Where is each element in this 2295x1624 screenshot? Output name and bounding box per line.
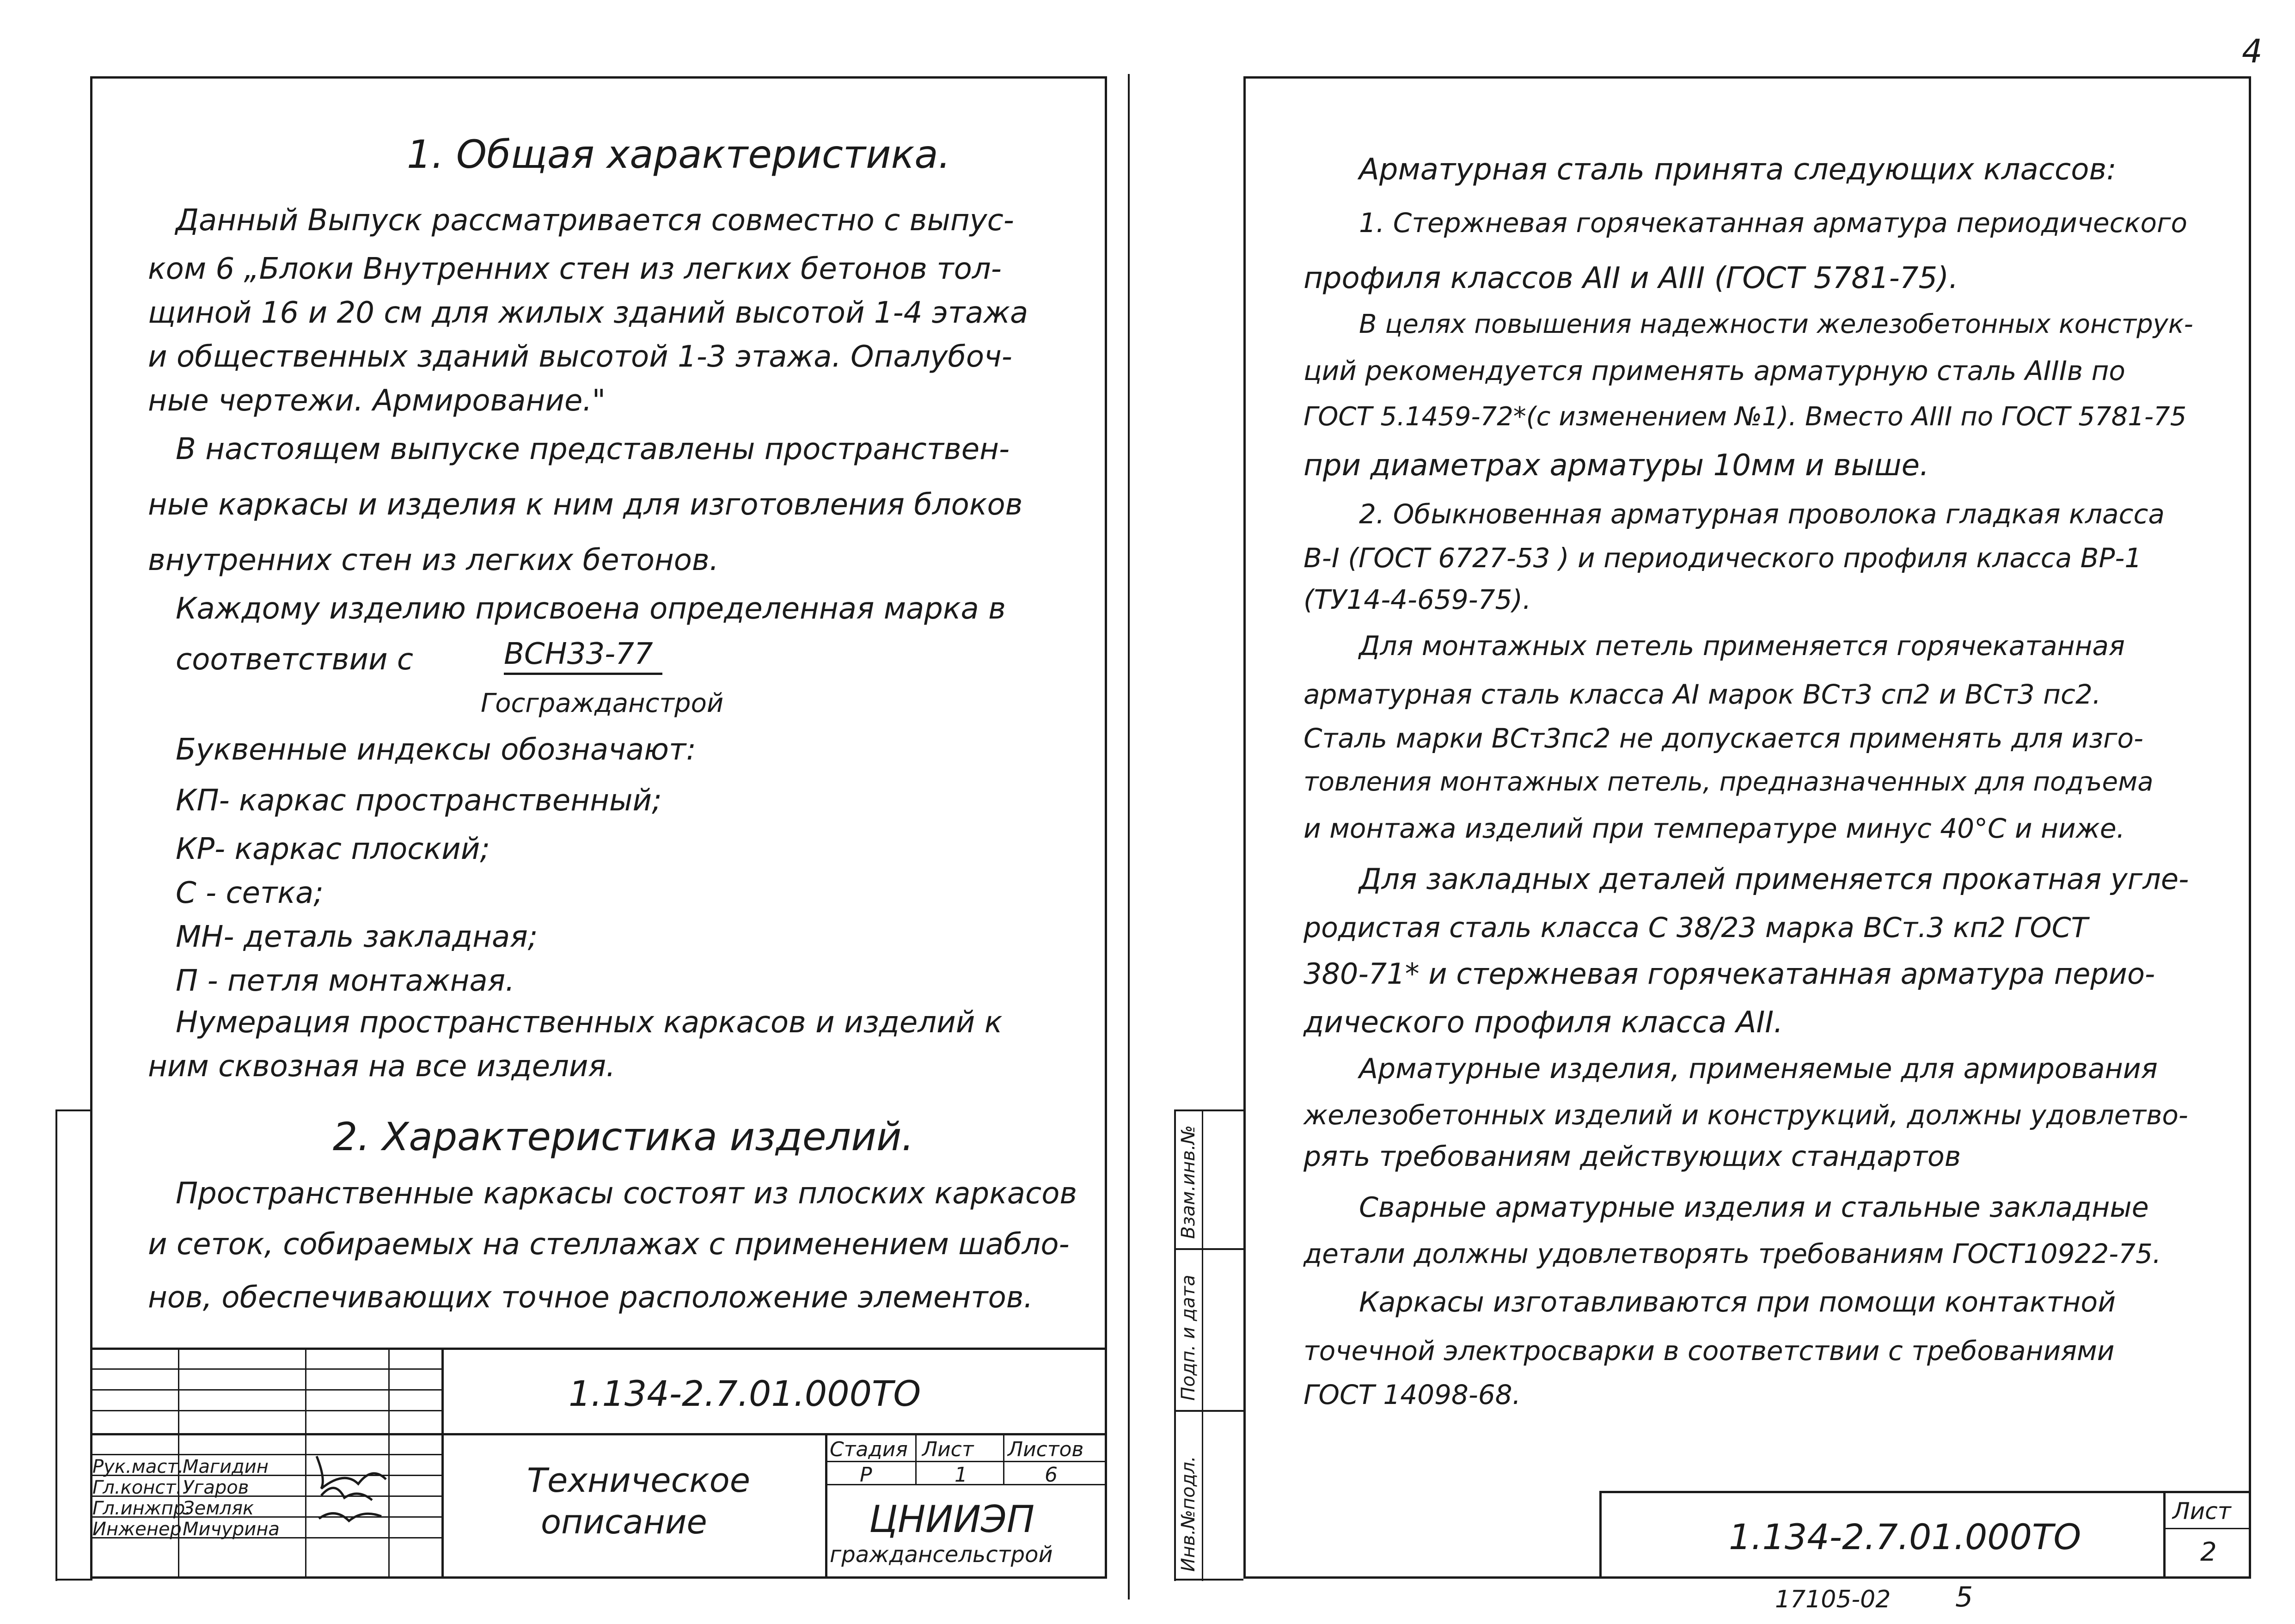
side-label-original-no: Инв.№подл. xyxy=(1178,1456,1199,1572)
left-p3-ref: ВСН33-77 xyxy=(504,636,662,675)
right-line-9: В-I (ГОСТ 6727-53 ) и периодического профиля класса ВР-1 xyxy=(1304,542,2142,574)
left-p3-l1: Каждому изделию присвоена определенная марка в xyxy=(176,592,1006,626)
right-line-21: железобетонных изделий и конструкций, должны удовлетво- xyxy=(1304,1099,2188,1131)
right-sheet-label: Лист xyxy=(2173,1498,2231,1525)
col-sheets: Листов xyxy=(1008,1438,1084,1461)
right-line-16: Для закладных деталей применяется прокатная угле- xyxy=(1359,862,2189,896)
center-divider xyxy=(1128,74,1130,1599)
sheets-value: 6 xyxy=(1045,1463,1058,1487)
heading-general: 1. Общая характеристика. xyxy=(407,132,951,177)
left-p4-l7: Нумерация пространственных каркасов и изделий к xyxy=(176,1005,1003,1040)
left-margin-tick-2 xyxy=(55,1109,57,1581)
left-p4-l4: С - сетка; xyxy=(176,876,324,910)
right-line-14: товления монтажных петель, предназначенных для подъема xyxy=(1304,767,2154,797)
left-p4-l8: ним сквозная на все изделия. xyxy=(148,1049,616,1084)
right-sheet-value: 2 xyxy=(2200,1537,2217,1567)
left-p5-l3: нов, обеспечивающих точное расположение элементов. xyxy=(148,1281,1033,1315)
left-p2-l1: В настоящем выпуске представлены пространствен- xyxy=(176,432,1010,466)
left-p2-l3: внутренних стен из легких бетонов. xyxy=(148,543,719,577)
left-p1-l4: и общественных зданий высотой 1-3 этажа. Опалубоч- xyxy=(148,340,1012,374)
left-p4-l5: МН- деталь закладная; xyxy=(176,920,538,954)
right-line-17: родистая сталь класса С 38/23 марка ВСт.3 кп2 ГОСТ xyxy=(1304,912,2088,944)
signer-name-1: Магидин xyxy=(183,1456,269,1477)
signer-role-2: Гл.конст. xyxy=(92,1477,182,1498)
org-name: ЦНИИЭП xyxy=(869,1498,1034,1541)
left-margin-tick-1 xyxy=(55,1109,92,1111)
left-p5-l2: и сеток, собираемых на стеллажах с применением шабло- xyxy=(148,1227,1070,1262)
col-stage: Стадия xyxy=(830,1438,908,1461)
right-line-20: Арматурные изделия, применяемые для армирования xyxy=(1359,1053,2158,1085)
right-line-1: Арматурная сталь принята следующих классов: xyxy=(1359,153,2117,187)
right-line-8: 2. Обыкновенная арматурная проволока гладкая класса xyxy=(1359,498,2165,530)
left-p2-l2: ные каркасы и изделия к ним для изготовления блоков xyxy=(148,488,1023,522)
left-p4-l6: П - петля монтажная. xyxy=(176,964,515,998)
org-sub: граждансельстрой xyxy=(830,1542,1053,1568)
left-p1-l2: ком 6 „Блоки Внутренних стен из легких бетонов тол- xyxy=(148,252,1002,286)
right-line-18: 380-71* и стержневая горячекатанная арматура перио- xyxy=(1304,957,2155,991)
left-margin-tick-3 xyxy=(55,1579,92,1581)
left-p1-l3: щиной 16 и 20 см для жилых зданий высотой 1-4 этажа xyxy=(148,296,1028,330)
sheet-value: 1 xyxy=(955,1463,967,1487)
left-p3-l2: соответствии с xyxy=(176,643,414,677)
left-p1-l1: Данный Выпуск рассматривается совместно с выпус- xyxy=(176,203,1014,238)
side-label-sign-date: Подп. и дата xyxy=(1178,1275,1199,1401)
right-line-4: В целях повышения надежности железобетонных конструк- xyxy=(1359,309,2193,339)
left-doc-title-1: Техническое xyxy=(527,1461,751,1500)
signer-role-4: Инженер xyxy=(92,1519,182,1540)
stage-value: Р xyxy=(860,1463,872,1487)
right-line-10: (ТУ14-4-659-75). xyxy=(1304,584,1531,615)
footer-archive-code: 17105-02 xyxy=(1775,1586,1891,1613)
left-doc-title-2: описание xyxy=(541,1502,707,1541)
right-doc-code: 1.134-2.7.01.000ТО xyxy=(1729,1516,2081,1557)
left-p4-l2: КП- каркас пространственный; xyxy=(176,784,662,818)
col-sheet: Лист xyxy=(922,1438,974,1461)
signer-name-2: Угаров xyxy=(183,1477,249,1498)
footer-number: 5 xyxy=(1955,1581,1973,1613)
right-line-25: Каркасы изготавливаются при помощи контактной xyxy=(1359,1286,2116,1318)
left-doc-code: 1.134-2.7.01.000ТО xyxy=(569,1373,921,1414)
right-line-22: рять требованиям действующих стандартов xyxy=(1304,1140,1961,1173)
page-number: 4 xyxy=(2242,32,2263,70)
right-line-27: ГОСТ 14098-68. xyxy=(1304,1379,1521,1410)
signer-role-3: Гл.инжпр. xyxy=(92,1498,191,1519)
right-line-19: дического профиля класса АII. xyxy=(1304,1005,1783,1040)
right-line-23: Сварные арматурные изделия и стальные закладные xyxy=(1359,1191,2149,1224)
left-p3-ref-sub: Госгражданстрой xyxy=(481,688,724,718)
left-p5-l1: Пространственные каркасы состоят из плоских каркасов xyxy=(176,1177,1077,1211)
right-line-24: детали должны удовлетворять требованиям ГОСТ10922-75. xyxy=(1304,1238,2161,1269)
left-p4-l1: Буквенные индексы обозначают: xyxy=(176,733,696,767)
right-line-12: арматурная сталь класса АI марок ВСт3 сп2 и ВСт3 пс2. xyxy=(1304,679,2101,710)
side-strip-border xyxy=(1174,1109,1176,1581)
signature-scribbles xyxy=(307,1452,391,1539)
right-line-13: Сталь марки ВСт3пс2 не допускается применять для изго- xyxy=(1304,723,2143,754)
right-line-11: Для монтажных петель применяется горячекатанная xyxy=(1359,630,2125,662)
signer-role-1: Рук.маст. xyxy=(92,1456,184,1477)
signer-name-4: Мичурина xyxy=(183,1519,280,1540)
right-line-2: 1. Стержневая горячекатанная арматура периодического xyxy=(1359,207,2187,239)
right-line-26: точечной электросварки в соответствии с требованиями xyxy=(1304,1335,2115,1367)
right-line-15: и монтажа изделий при температуре минус 40°С и ниже. xyxy=(1304,813,2125,844)
right-line-7: при диаметрах арматуры 10мм и выше. xyxy=(1304,448,1929,483)
side-label-replacement: Взам.инв.№ xyxy=(1178,1125,1199,1239)
left-p1-l5: ные чертежи. Армирование." xyxy=(148,384,606,418)
heading-characteristics: 2. Характеристика изделий. xyxy=(333,1114,914,1159)
left-p4-l3: КР- каркас плоский; xyxy=(176,832,490,866)
right-line-6: ГОСТ 5.1459-72*(с изменением №1). Вместо АIII по ГОСТ 5781-75 xyxy=(1304,402,2187,432)
signer-name-3: Земляк xyxy=(183,1498,254,1519)
right-line-5: ций рекомендуется применять арматурную сталь АIIIв по xyxy=(1304,355,2125,386)
right-line-3: профиля классов АII и АIII (ГОСТ 5781-75). xyxy=(1304,261,1958,295)
